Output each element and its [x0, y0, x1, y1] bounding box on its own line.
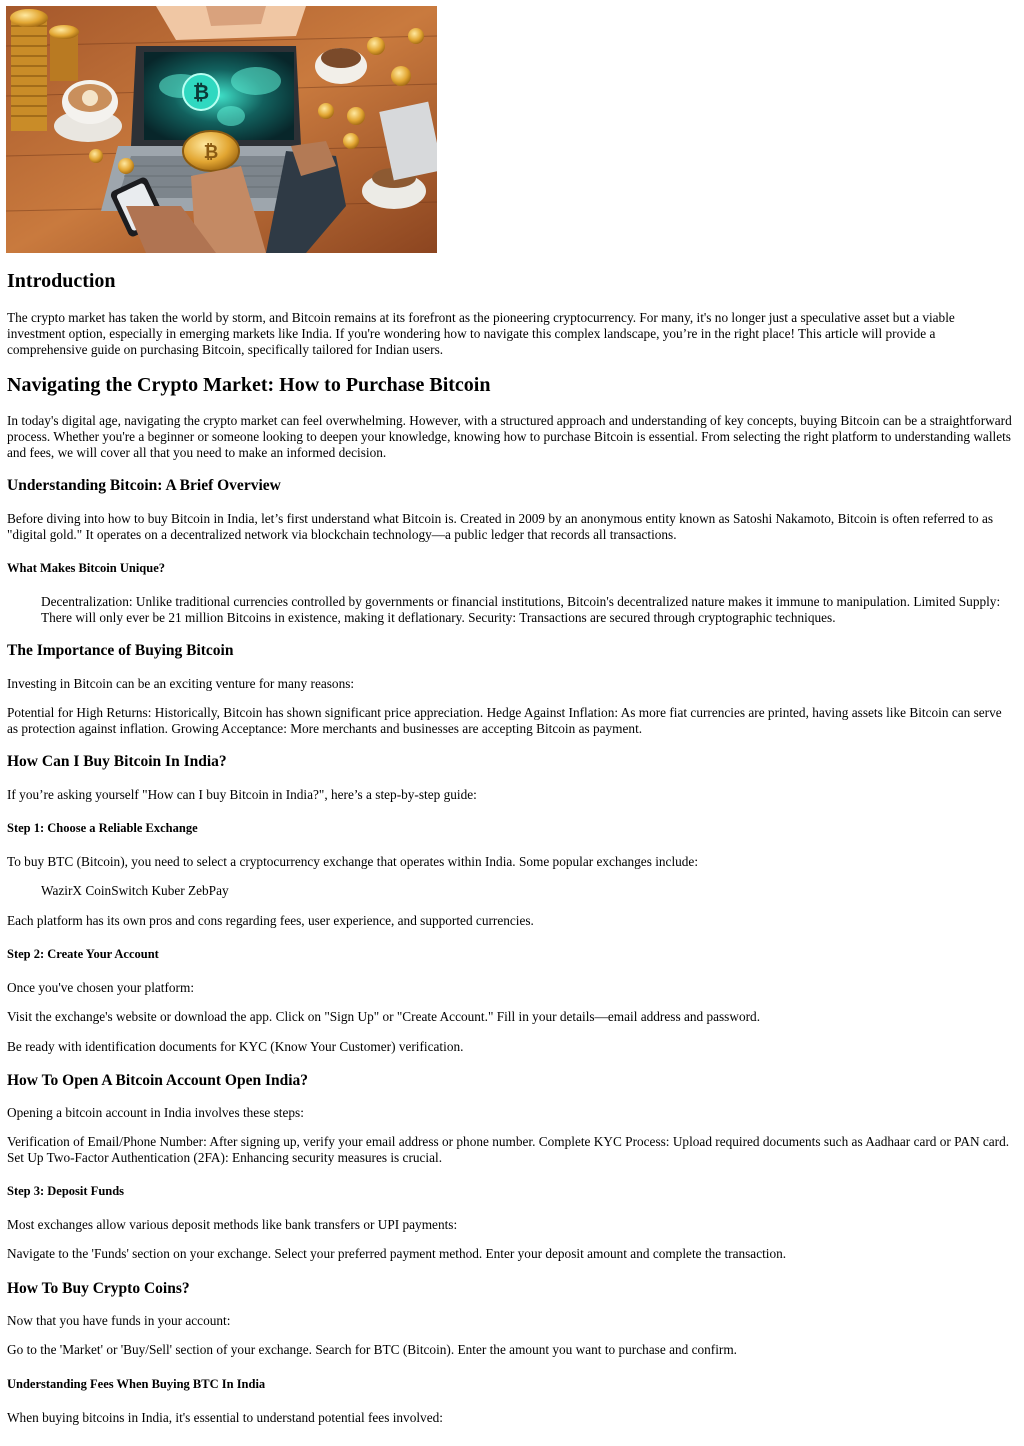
- step3-paragraph-2: Navigate to the 'Funds' section on your exchange. Select your preferred payment method. Enter your deposit amount and complete the transaction.: [7, 1246, 787, 1261]
- open-account-paragraph-2: Verification of Email/Phone Number: After signing up, verify your email address or phone number. Complete KYC Process: Upload required documents such as Aadhaar card or PAN card. Set Up Two-Factor Authentication (2FA): Enhancing security measures is crucial.: [7, 1134, 1010, 1165]
- buy-coins-paragraph-1: Now that you have funds in your account:: [7, 1313, 231, 1328]
- unique-blockquote: Decentralization: Unlike traditional currencies controlled by governments or financial institutions, Bitcoin's decentralized nature makes it immune to manipulation. Limited Supply: There will only ever be 21 million Bitcoins in existence, making it deflationary. Security: Transactions are secured through cryptographic techniques.: [41, 594, 1001, 625]
- navigating-paragraph: In today's digital age, navigating the crypto market can feel overwhelming. However, with a structured approach and understanding of key concepts, buying Bitcoin can be a straightforward process. Whether you're a beginner or someone looking to deepen your knowledge, knowing how to purchase Bitcoin is essential. From selecting the right platform to understanding wallets and fees, we will cover all that you need to make an informed decision.: [7, 413, 1012, 460]
- step2-paragraph-3: Be ready with identification documents for KYC (Know Your Customer) verification.: [7, 1039, 464, 1054]
- fees-heading: Understanding Fees When Buying BTC In India: [7, 1377, 266, 1391]
- step1-paragraph: To buy BTC (Bitcoin), you need to select a cryptocurrency exchange that operates within India. Some popular exchanges include:: [7, 854, 699, 869]
- open-account-paragraph-1: Opening a bitcoin account in India involves these steps:: [7, 1105, 304, 1120]
- step2-paragraph-1: Once you've chosen your platform:: [7, 980, 195, 995]
- step1-paragraph-2: Each platform has its own pros and cons regarding fees, user experience, and supported currencies.: [7, 913, 534, 928]
- how-buy-heading: How Can I Buy Bitcoin In India?: [7, 753, 227, 770]
- buy-coins-heading: How To Buy Crypto Coins?: [7, 1280, 190, 1297]
- intro-paragraph: The crypto market has taken the world by storm, and Bitcoin remains at its forefront as the pioneering cryptocurrency. For many, it's no longer just a speculative asset but a viable investment option, especially in emerging markets like India. If you're wondering how to navigate this complex landscape, you’re in the right place! This article will provide a comprehensive guide on purchasing Bitcoin, specifically tailored for Indian users.: [7, 310, 955, 357]
- exchanges-blockquote: WazirX CoinSwitch Kuber ZebPay: [41, 883, 229, 898]
- understanding-paragraph: Before diving into how to buy Bitcoin in India, let’s first understand what Bitcoin is. Created in 2009 by an anonymous entity known as Satoshi Nakamoto, Bitcoin is often referred to as "digital gold." It operates on a decentralized network via blockchain technology—a public ledger that records all transactions.: [7, 511, 994, 542]
- importance-paragraph-1: Investing in Bitcoin can be an exciting venture for many reasons:: [7, 676, 355, 691]
- importance-heading: The Importance of Buying Bitcoin: [7, 642, 234, 659]
- svg-text:₿: ₿: [192, 80, 210, 104]
- open-account-heading: How To Open A Bitcoin Account Open India?: [7, 1072, 309, 1089]
- unique-heading: What Makes Bitcoin Unique?: [7, 561, 166, 575]
- navigating-heading: Navigating the Crypto Market: How to Purchase Bitcoin: [7, 374, 491, 396]
- step3-paragraph-1: Most exchanges allow various deposit methods like bank transfers or UPI payments:: [7, 1217, 458, 1232]
- intro-heading: Introduction: [7, 270, 116, 292]
- hero-image: [6, 6, 437, 253]
- svg-text:₿: ₿: [203, 142, 219, 163]
- understanding-heading: Understanding Bitcoin: A Brief Overview: [7, 477, 281, 494]
- step2-paragraph-2: Visit the exchange's website or download the app. Click on "Sign Up" or "Create Account." Fill in your details—email address and password.: [7, 1009, 761, 1024]
- step3-heading: Step 3: Deposit Funds: [7, 1184, 125, 1198]
- buy-coins-paragraph-2: Go to the 'Market' or 'Buy/Sell' section of your exchange. Search for BTC (Bitcoin). Enter the amount you want to purchase and confirm.: [7, 1342, 738, 1357]
- step2-heading: Step 2: Create Your Account: [7, 947, 159, 961]
- how-buy-paragraph: If you’re asking yourself "How can I buy Bitcoin in India?", here’s a step-by-step guide:: [7, 787, 477, 802]
- step1-heading: Step 1: Choose a Reliable Exchange: [7, 821, 198, 835]
- importance-paragraph-2: Potential for High Returns: Historically, Bitcoin has shown significant price appreciation. Hedge Against Inflation: As more fiat currencies are printed, having assets like Bitcoin can serve as protection against inflation. Growing Acceptance: More merchants and businesses are accepting Bitcoin as payment.: [7, 705, 1002, 736]
- fees-paragraph: When buying bitcoins in India, it's essential to understand potential fees involved:: [7, 1410, 443, 1425]
